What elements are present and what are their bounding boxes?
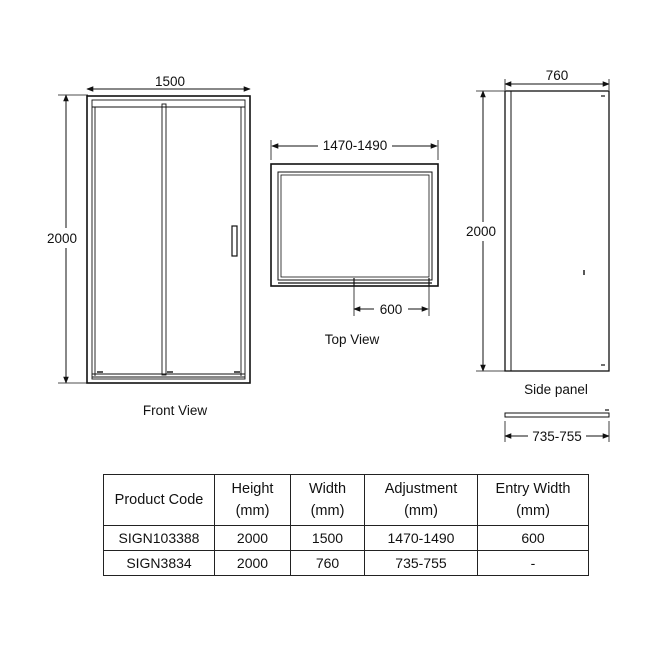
table-row [104, 551, 589, 576]
front-door-frame [87, 96, 250, 383]
entry-width-label: 600 [379, 302, 403, 317]
side-panel-outline [505, 91, 609, 371]
spec-table [103, 474, 589, 576]
cell-entry-width: 600 [478, 526, 589, 551]
front-height-label: 2000 [46, 231, 78, 246]
header-adjustment: Adjustment (mm) [365, 475, 478, 526]
header-height: Height (mm) [215, 475, 291, 526]
cell-width: 760 [291, 551, 365, 576]
top-view-outline [271, 164, 438, 286]
cell-product-code: SIGN103388 [104, 526, 215, 551]
side-panel-caption: Side panel [524, 382, 588, 397]
top-view-caption: Top View [324, 332, 380, 347]
header-width: Width (mm) [291, 475, 365, 526]
front-width-label: 1500 [154, 74, 186, 89]
table-row [104, 526, 589, 551]
cell-height: 2000 [215, 526, 291, 551]
front-view [42, 74, 250, 418]
table-header-row [104, 475, 589, 526]
side-width-label: 760 [545, 68, 569, 83]
top-width-label: 1470-1490 [322, 138, 388, 153]
cell-product-code: SIGN3834 [104, 551, 215, 576]
cell-adjustment: 1470-1490 [365, 526, 478, 551]
side-panel-profile [505, 410, 609, 417]
header-product-code: Product Code [104, 475, 215, 526]
front-view-caption: Front View [142, 403, 208, 418]
cell-width: 1500 [291, 526, 365, 551]
top-view [271, 136, 438, 347]
side-panel [460, 68, 609, 444]
side-height-label: 2000 [465, 224, 497, 239]
cell-entry-width: - [478, 551, 589, 576]
header-entry-width: Entry Width (mm) [478, 475, 589, 526]
cell-height: 2000 [215, 551, 291, 576]
cell-adjustment: 735-755 [365, 551, 478, 576]
adjust-label: 735-755 [532, 429, 582, 444]
